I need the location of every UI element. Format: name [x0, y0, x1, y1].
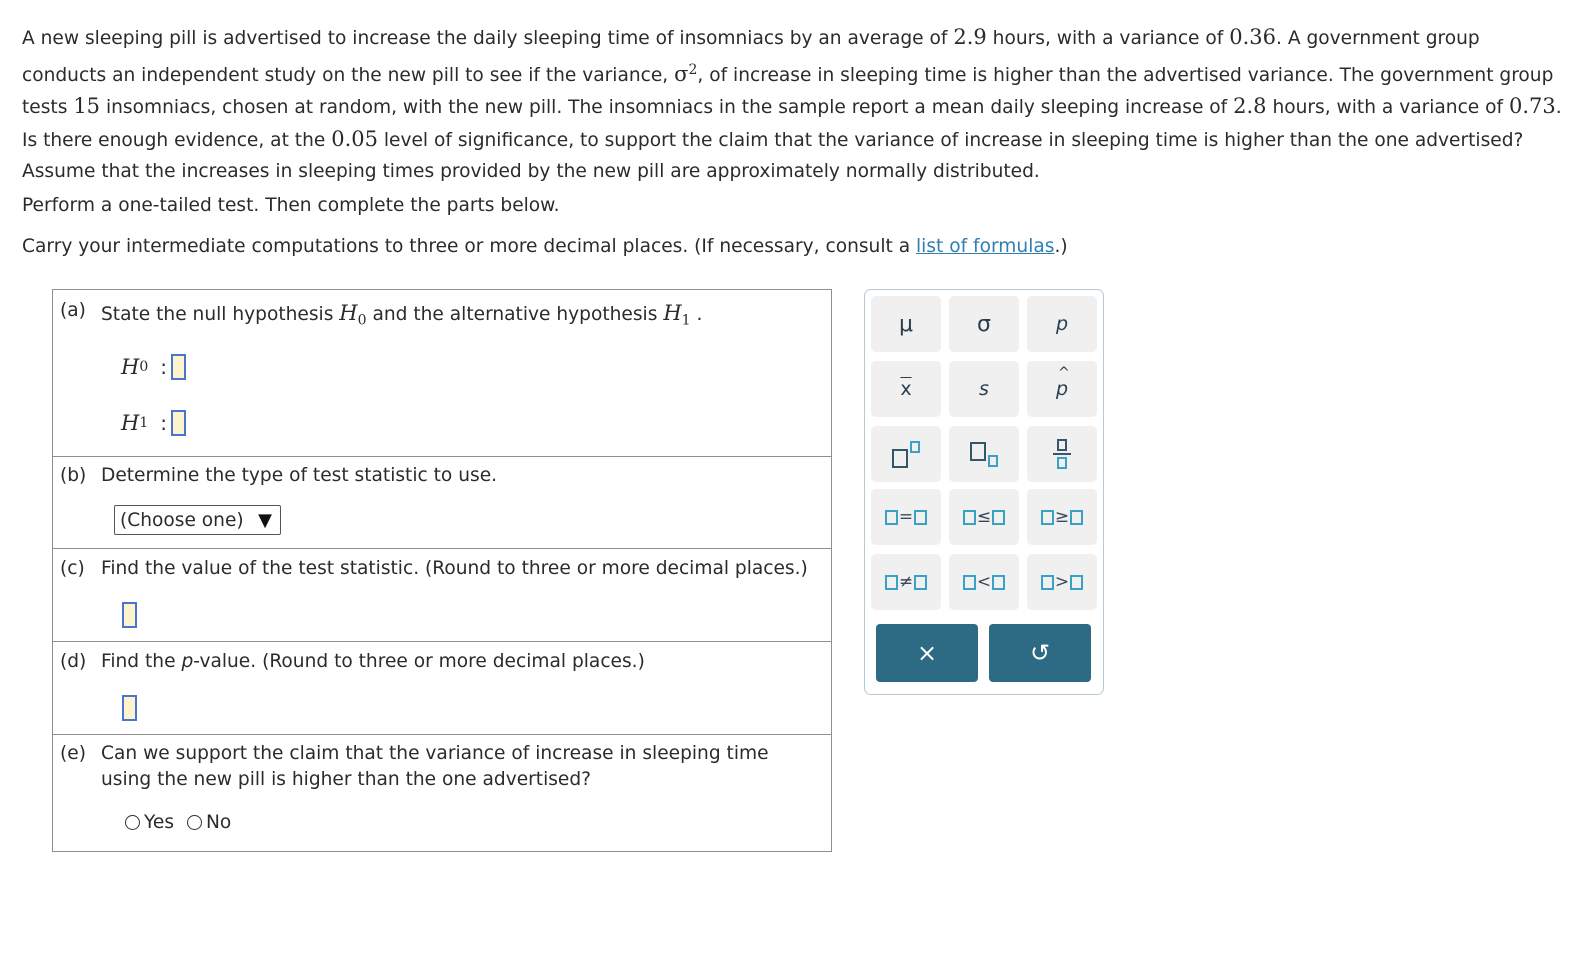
sigma-key[interactable] [949, 296, 1019, 352]
chevron-down-icon: ▼ [258, 510, 272, 531]
not-equal-icon: ≠ [885, 572, 927, 592]
mu-icon: μ [899, 311, 913, 337]
part-e-text: Can we support the claim that the variance of increase in sleeping time using the new pill is higher than the one advertised? [101, 743, 769, 790]
superscript-key[interactable] [871, 426, 941, 482]
part-a-label: (a) [60, 300, 86, 321]
superscript-icon [892, 441, 920, 468]
greater-equal-key[interactable] [1027, 489, 1097, 545]
xbar-icon: $\overline{x}$ [900, 378, 912, 400]
part-d [53, 641, 831, 735]
xbar-key[interactable] [871, 361, 941, 417]
test-statistic-select[interactable]: (Choose one) ▼ [114, 505, 281, 535]
part-c-label: (c) [60, 558, 85, 579]
part-e [53, 734, 831, 851]
alt-hypothesis-row: H 1 : [121, 410, 186, 436]
fraction-key[interactable] [1027, 426, 1097, 482]
s-icon: s [979, 378, 989, 400]
p-icon: p [1055, 313, 1069, 335]
part-b-text: Determine the type of test statistic to use. [101, 465, 498, 486]
alt-hypothesis-input[interactable] [171, 410, 186, 436]
instruction-rounding: Carry your intermediate computations to three or more decimal places. (If necessary, consult a list of formulas.) [22, 236, 1068, 257]
sample-size: 15 [73, 94, 101, 119]
not-equal-key[interactable] [871, 554, 941, 610]
sigma-icon: σ [977, 311, 991, 337]
less-than-key[interactable] [949, 554, 1019, 610]
no-label[interactable]: No [206, 812, 232, 833]
part-c-text: Find the value of the test statistic. (Round to three or more decimal places.) [101, 558, 808, 579]
mu-key[interactable] [871, 296, 941, 352]
equals-key[interactable] [871, 489, 941, 545]
advertised-mean: 2.9 [953, 25, 987, 49]
phat-key[interactable] [1027, 361, 1097, 417]
clear-button[interactable] [876, 624, 978, 682]
greater-equal-icon: ≥ [1041, 507, 1083, 527]
undo-icon: ↺ [1029, 639, 1051, 667]
less-than-icon: < [963, 572, 1005, 592]
part-a [53, 290, 831, 457]
part-c [53, 548, 831, 642]
less-equal-key[interactable] [949, 489, 1019, 545]
p-key[interactable] [1027, 296, 1097, 352]
symbol-palette [864, 289, 1104, 695]
yes-radio[interactable] [125, 815, 140, 830]
null-hypothesis-row: H 0 : [121, 354, 186, 380]
less-equal-icon: ≤ [963, 507, 1005, 527]
part-e-label: (e) [60, 743, 86, 764]
formulas-link[interactable]: list of formulas [916, 236, 1055, 257]
sample-variance: 0.73 [1509, 94, 1556, 119]
greater-than-key[interactable] [1027, 554, 1097, 610]
fraction-icon [1053, 439, 1071, 469]
part-a-text: State the null hypothesis $H_0$ and the alternative hypothesis $H_1$ . [101, 301, 703, 329]
null-hypothesis-input[interactable] [171, 354, 186, 380]
significance-level: 0.05 [331, 126, 378, 151]
test-statistic-input[interactable] [122, 602, 137, 628]
undo-button[interactable] [989, 624, 1091, 682]
sigma-symbol: σ [674, 61, 689, 86]
part-b [53, 456, 831, 549]
phat-icon: ^ p [1055, 365, 1070, 400]
problem-statement: A new sleeping pill is advertised to increase the daily sleeping time of insomniacs by an average of 2.9 hours, with a variance of 0.36. A government group conducts an independent study on the new pill to see if the variance, $\sigma^2$, of increase in sleeping time is higher than the advertised variance. The government group tests 15 insomniacs, chosen at random, with the new pill. The insomniacs in the sample report a mean daily sleeping increase of 2.8 hours, with a variance of 0.73. Is there enough evidence, at the 0.05 level of significance, to support the claim that the variance of increase in sleeping time is higher than the one advertised? Assume that the increases in sleeping times provided by the new pill are approximately normally distributed. [22, 25, 1562, 183]
part-b-label: (b) [60, 465, 87, 486]
sample-mean: 2.8 [1233, 94, 1267, 119]
yes-label[interactable]: Yes [144, 812, 175, 833]
advertised-variance: 0.36 [1229, 25, 1276, 49]
instruction-one-tailed: Perform a one-tailed test. Then complete the parts below. [22, 195, 560, 216]
question-panel [52, 289, 832, 852]
subscript-icon [970, 442, 998, 467]
equals-icon: = [885, 507, 927, 527]
part-d-text: Find the p-value. (Round to three or more decimal places.) [101, 651, 645, 672]
close-icon: × [916, 639, 938, 667]
subscript-key[interactable] [949, 426, 1019, 482]
part-d-label: (d) [60, 651, 87, 672]
s-key[interactable] [949, 361, 1019, 417]
p-value-input[interactable] [122, 695, 137, 721]
no-radio[interactable] [187, 815, 202, 830]
greater-than-icon: > [1041, 572, 1083, 592]
support-claim-options [125, 812, 244, 833]
